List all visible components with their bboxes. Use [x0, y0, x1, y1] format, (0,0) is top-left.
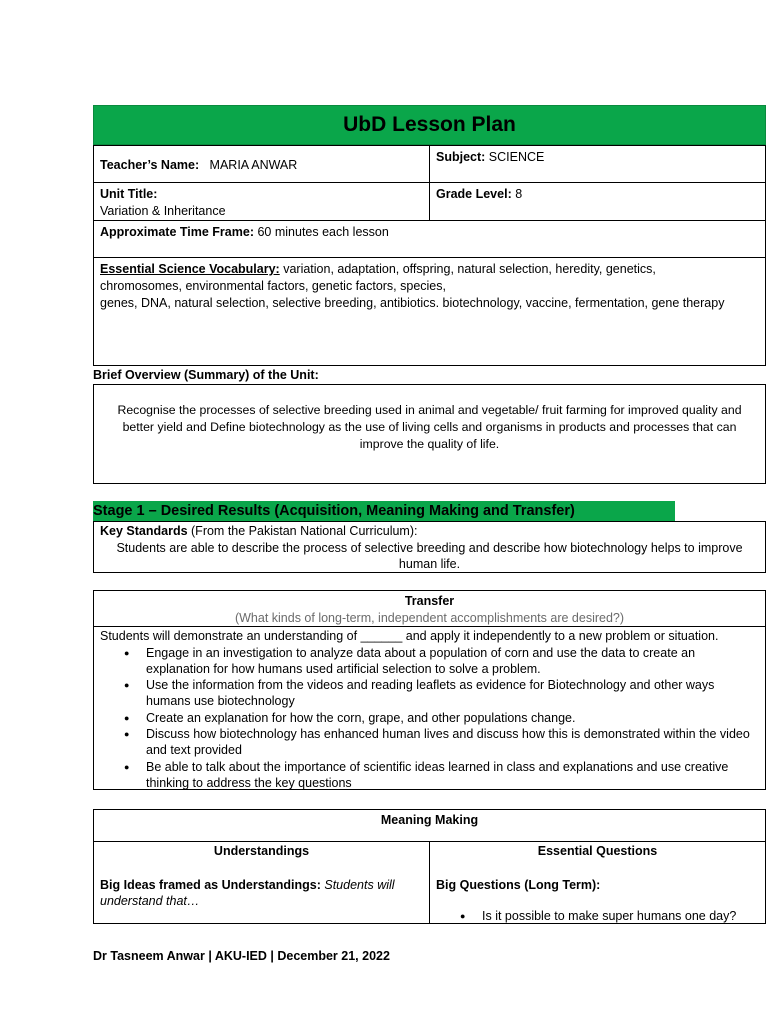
unit-title-value: Variation & Inheritance [100, 204, 226, 218]
unit-title-label: Unit Title: [100, 187, 158, 201]
vocabulary-cell [93, 257, 766, 366]
vocabulary-line-1: variation, adaptation, offspring, natural selection, heredity, genetics, [283, 262, 656, 276]
key-standards-text: Students are able to describe the process of selective breeding and describe how biotechnology helps to improve human life. [116, 540, 743, 571]
list-item: ● Create an explanation for how the corn, grape, and other populations change. [146, 710, 759, 726]
teacher-name-value: MARIA ANWAR [209, 158, 298, 172]
essential-questions-header: Essential Questions [537, 844, 658, 858]
understandings-header: Understandings [213, 844, 310, 858]
vocabulary-line-3: genes, DNA, natural selection, selective breeding, antibiotics. biotechnology, vaccine, fermentation, gene therapy [100, 296, 725, 310]
overview-heading: Brief Overview (Summary) of the Unit: [93, 368, 319, 382]
key-standards-source: (From the Pakistan National Curriculum): [191, 524, 418, 538]
stage-1-heading: Stage 1 – Desired Results (Acquisition, Meaning Making and Transfer) [93, 501, 675, 521]
big-ideas-label: Big Ideas framed as Understandings: [100, 877, 321, 892]
key-standards-label: Key Standards [100, 524, 188, 538]
list-item: ● Is it possible to make super humans one day? [482, 908, 759, 924]
transfer-intro: Students will demonstrate an understanding of ______ and apply it independently to a new problem or situation. [100, 629, 719, 643]
meaning-making-header: Meaning Making [93, 809, 766, 842]
page-footer: Dr Tasneem Anwar | AKU-IED | December 21, 2022 [93, 949, 390, 963]
transfer-title: Transfer [404, 594, 455, 608]
grade-level-label: Grade Level: [436, 187, 512, 201]
time-frame-value: 60 minutes each lesson [257, 225, 389, 239]
big-ideas-text: Students will understand that… [100, 877, 395, 908]
questions-list [436, 908, 759, 924]
grade-level-value: 8 [515, 187, 523, 201]
transfer-header-cell [93, 590, 766, 627]
big-questions-label: Big Questions (Long Term): [436, 877, 601, 892]
essential-questions-cell [429, 841, 766, 924]
key-standards-cell [93, 521, 766, 573]
unit-title-cell [93, 182, 430, 221]
subject-cell [429, 145, 766, 183]
overview-box [93, 384, 766, 484]
overview-text: Recognise the processes of selective breeding used in animal and vegetable/ fruit farming for improved quality and better yield and Define biotechnology as the use of living cells and organisms in products and processes that can improve the quality of life. [117, 403, 742, 451]
transfer-subtitle: (What kinds of long-term, independent accomplishments are desired?) [234, 610, 625, 625]
list-item: ● Be able to talk about the importance of scientific ideas learned in class and explanations and use creative thinking to address the key questions [146, 759, 759, 792]
understandings-cell [93, 841, 430, 924]
transfer-body-cell [93, 626, 766, 790]
page-title: UbD Lesson Plan [93, 105, 766, 145]
vocabulary-label: Essential Science Vocabulary: [100, 262, 280, 276]
subject-label: Subject: [436, 150, 486, 164]
grade-level-cell [429, 182, 766, 221]
time-frame-cell [93, 220, 766, 258]
vocabulary-line-2: chromosomes, environmental factors, genetic factors, species, [100, 279, 446, 293]
teacher-name-label: Teacher’s Name: [100, 158, 200, 172]
list-item: ● Engage in an investigation to analyze data about a population of corn and use the data to create an explanation for how humans used artificial selection to solve a problem. [146, 645, 759, 678]
teacher-name-cell [93, 145, 430, 183]
list-item: ● Discuss how biotechnology has enhanced human lives and discuss how this is demonstrated within the video and text provided [146, 726, 759, 759]
list-item: ● Use the information from the videos and reading leaflets as evidence for Biotechnology and other ways humans use biotechnology [146, 677, 759, 710]
subject-value: SCIENCE [488, 150, 545, 164]
transfer-list [100, 645, 759, 792]
time-frame-label: Approximate Time Frame: [100, 225, 254, 239]
